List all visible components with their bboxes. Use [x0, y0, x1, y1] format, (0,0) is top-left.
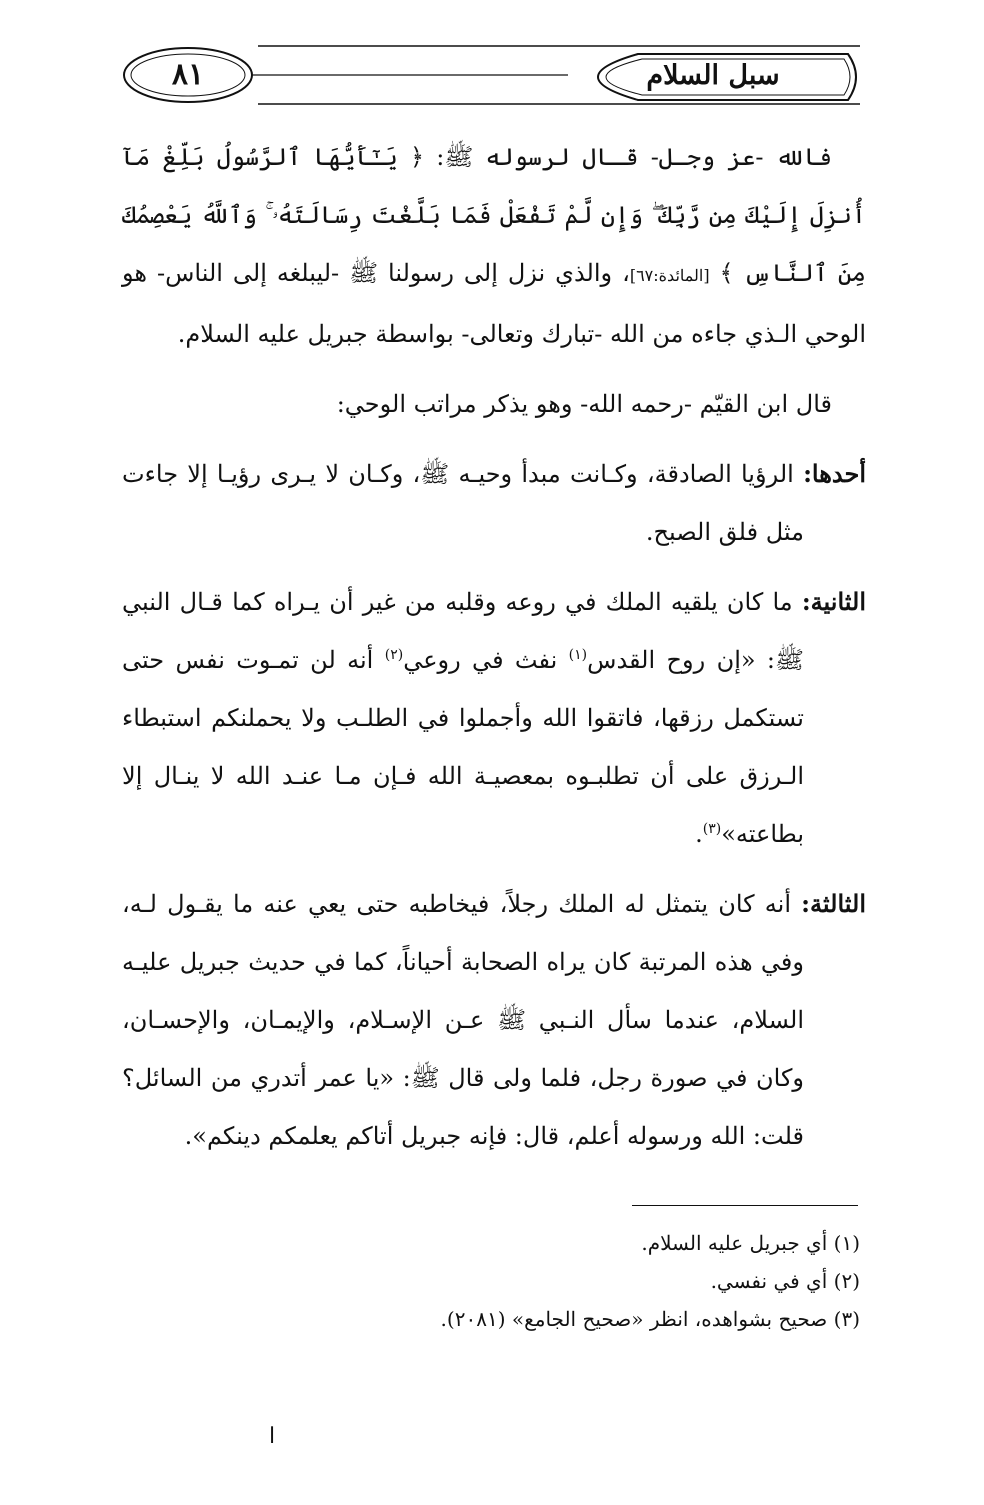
footnote-marker[interactable]: (٣)	[702, 821, 722, 837]
page-header	[118, 40, 866, 114]
level-text: .	[695, 820, 703, 848]
level-term: الثانية:	[801, 587, 866, 616]
print-mark: ا	[268, 1424, 276, 1449]
footnote-item: (١) أي جبريل عليه السلام.	[641, 1231, 860, 1255]
footnote-divider	[632, 1205, 858, 1206]
paragraph-third-level	[122, 875, 866, 1165]
footnote-marker[interactable]: (١)	[568, 647, 588, 663]
footnote-marker[interactable]: (٢)	[384, 647, 404, 663]
level-text: الرؤيا الصادقة، وكـانت مبدأ وحيـه ﷺ، وكـان لا يـرى رؤيـا إلا جاءت مثل فلق الصبح.	[122, 460, 804, 546]
intro-text: فالله -عز وجـل- قـال لرسوله ﷺ:	[424, 143, 833, 171]
paragraph-text: ، والذي نزل إلى رسولنا ﷺ -ليبلغه إلى الناس- هو الوحي الـذي جاءه من الله -تبارك وتعالى- بواسطة جبريل عليه السلام.	[122, 259, 866, 348]
book-title: سبل السلام	[646, 60, 780, 91]
level-term: أحدها:	[803, 459, 866, 488]
level-text: أنه لن تمـوت نفس حتى تستكمل رزقها، فاتقوا الله وأجملوا في الطلـب ولا يحملنكم استبطاء الـرزق على أن تطلبـوه بمعصيـة الله فـإن مـا عنـد الله لا ينـال إلا بطاعته»	[122, 646, 804, 848]
paragraph-verse	[122, 128, 866, 363]
main-text	[122, 128, 866, 1177]
page-number: ٨١	[171, 57, 205, 92]
level-text: نفث في روعي	[403, 646, 569, 674]
footnotes	[300, 1224, 860, 1338]
paragraph-ibn-qayyim: قال ابن القيّم -رحمه الله- وهو يذكر مراتب الوحي:	[336, 390, 832, 418]
verse-reference: [المائدة:٦٧]	[629, 266, 710, 285]
level-text: أنه كان يتمثل له الملك رجلاً، فيخاطبه حتى يعي عنه ما يقـول لـه، وفي هذه المرتبة كان يراه الصحابة أحياناً، كما في حديث جبريل عليـه السلام، عندما سأل النـبي ﷺ عـن الإسـلام، والإيمـان، والإحسـان، وكان في صورة رجل، فلما ولى قال ﷺ: «يا عمر أتدري من السائل؟ قلت: الله ورسوله أعلم، قال: فإنه جبريل أتاكم يعلمكم دينكم».	[122, 890, 804, 1150]
paragraph-second-level	[122, 573, 866, 863]
paragraph-first-level	[122, 445, 866, 561]
level-term: الثالثة:	[801, 889, 866, 918]
footnote-item: (٣) صحيح بشواهده، انظر «صحيح الجامع» (٢٠٨١).	[440, 1307, 860, 1331]
quran-verse: ﴿ يَـٰٓأَيُّهَا ٱلرَّسُولُ بَلِّغْ مَآ أُنزِلَ إِلَيْكَ مِن رَّبِّكَ ۖ وَإِن لَّمْ تَفْعَلْ فَمَا بَلَّغْتَ رِسَالَتَهُۥ ۚ وَٱللَّهُ يَعْصِمُكَ مِنَ ٱلنَّاسِ ﴾	[122, 143, 866, 287]
level-text: ما كان يلقيه الملك في روعه وقلبه من غير أن يـراه كما قـال النبي ﷺ: «إن روح القدس	[122, 588, 804, 674]
footnote-item: (٢) أي في نفسي.	[710, 1269, 860, 1293]
